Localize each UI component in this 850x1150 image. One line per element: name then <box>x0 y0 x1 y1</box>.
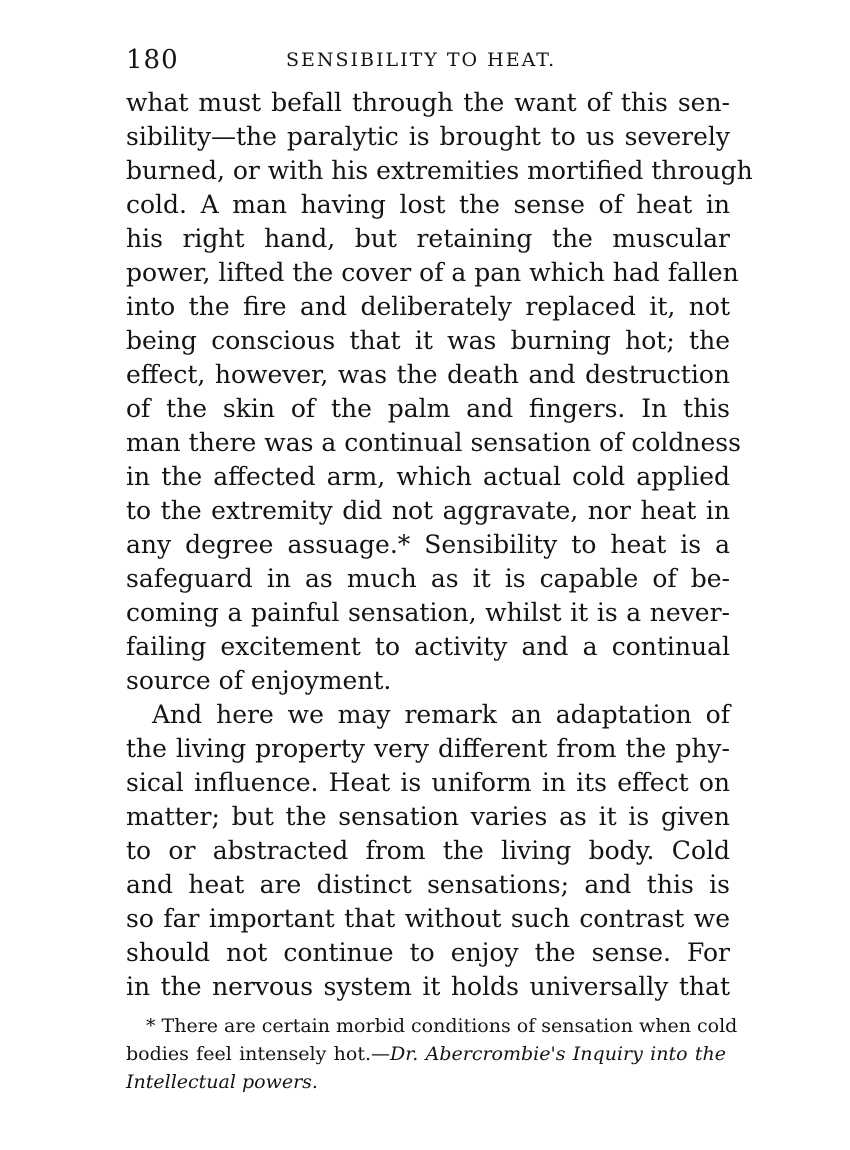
text-line: being conscious that it was burning hot; the <box>126 326 730 355</box>
text-line: what must befall through the want of this sen- <box>126 88 730 117</box>
paragraph-start-line: And here we may remark an adaptation of <box>152 700 730 729</box>
text-line: burned, or with his extremities mortified through <box>126 156 753 185</box>
text-line: in the affected arm, which actual cold applied <box>126 462 730 491</box>
text-line: effect, however, was the death and destruction <box>126 360 730 389</box>
text-line: power, lifted the cover of a pan which had fallen <box>126 258 739 287</box>
text-line: sibility—the paralytic is brought to us severely <box>126 122 730 151</box>
text-line: failing excitement to activity and a continual <box>126 632 730 661</box>
text-line: so far important that without such contrast we <box>126 904 730 933</box>
text-line: sical influence. Heat is uniform in its effect on <box>126 768 730 797</box>
page-header <box>126 40 730 80</box>
text-line: coming a painful sensation, whilst it is a never- <box>126 598 730 627</box>
text-line: in the nervous system it holds universally that <box>126 972 730 1001</box>
text-line: cold. A man having lost the sense of heat in <box>126 190 730 219</box>
body-text <box>126 86 753 1004</box>
text-line: matter; but the sensation varies as it is given <box>126 802 730 831</box>
footnote-line <box>126 1040 726 1068</box>
text-line: of the skin of the palm and fingers. In this <box>126 394 730 423</box>
running-head: SENSIBILITY TO HEAT. <box>286 49 557 71</box>
footnote-citation-end: Intellectual powers. <box>126 1071 318 1093</box>
text-line: safeguard in as much as it is capable of be- <box>126 564 730 593</box>
text-line: into the fire and deliberately replaced it, not <box>126 292 730 321</box>
footnote-text: bodies feel intensely hot.— <box>126 1043 391 1065</box>
paragraph-end-line: source of enjoyment. <box>126 666 392 695</box>
text-line: and heat are distinct sensations; and this is <box>126 870 730 899</box>
text-line: to or abstracted from the living body. Cold <box>126 836 730 865</box>
text-line: his right hand, but retaining the muscular <box>126 224 730 253</box>
text-line: should not continue to enjoy the sense. For <box>126 938 730 967</box>
page-number: 180 <box>126 45 179 75</box>
text-line: to the extremity did not aggravate, nor heat in <box>126 496 730 525</box>
footnote-line: * There are certain morbid conditions of sensation when cold <box>146 1015 738 1037</box>
text-line: the living property very different from the phy- <box>126 734 730 763</box>
text-line: man there was a continual sensation of coldness <box>126 428 741 457</box>
footnote <box>126 1012 738 1096</box>
footnote-citation: Dr. Abercrombie's Inquiry into the <box>390 1043 726 1065</box>
text-line: any degree assuage.* Sensibility to heat is a <box>126 530 730 559</box>
